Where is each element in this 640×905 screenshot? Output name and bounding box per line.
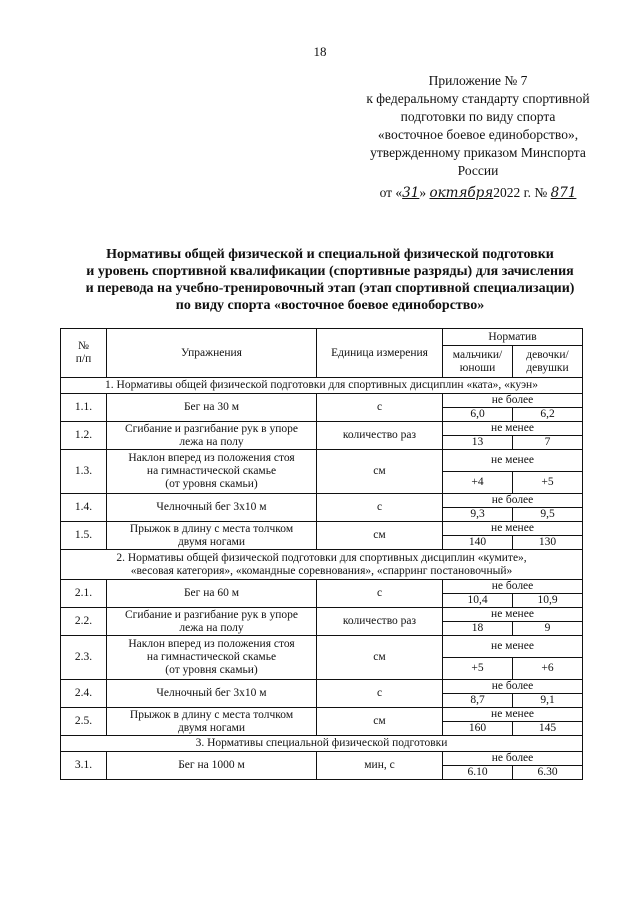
exercise-cell <box>107 752 317 780</box>
row-number: 2.2. <box>61 608 107 636</box>
header-girls: девочки/ девушки <box>513 346 583 378</box>
norm-condition: не менее <box>443 522 583 536</box>
girls-value: +6 <box>513 658 583 680</box>
unit-cell: см <box>317 522 443 550</box>
appendix-line: России <box>457 163 499 178</box>
exercise-line: на гимнастической скамье <box>146 465 277 477</box>
table-row <box>61 580 583 594</box>
row-number: 1.3. <box>61 450 107 494</box>
norm-condition: не менее <box>443 422 583 436</box>
title-line: по виду спорта «восточное боевое единоборство» <box>175 298 485 313</box>
exercise-cell <box>107 680 317 708</box>
norm-condition: не более <box>443 680 583 694</box>
boys-value: +5 <box>443 658 513 680</box>
unit-cell: мин, с <box>317 752 443 780</box>
exercise-cell <box>107 580 317 608</box>
exercise-cell <box>107 394 317 422</box>
table-row <box>61 608 583 622</box>
table-row <box>61 494 583 508</box>
exercise-line: Бег на 1000 м <box>178 759 245 771</box>
title-line: и уровень спортивной квалификации (спортивные разряды) для зачисления <box>86 264 574 279</box>
boys-value: 6,0 <box>443 408 513 422</box>
exercise-cell <box>107 494 317 522</box>
unit-cell: с <box>317 680 443 708</box>
unit-cell: см <box>317 450 443 494</box>
exercise-line: Сгибание и разгибание рук в упоре <box>125 608 298 621</box>
boys-value: 140 <box>443 536 513 550</box>
norm-condition: не менее <box>443 450 583 472</box>
exercise-cell <box>107 522 317 550</box>
page-number: 18 <box>313 44 327 59</box>
boys-value: 18 <box>443 622 513 636</box>
exercise-line: Челночный бег 3х10 м <box>156 687 267 699</box>
exercise-cell <box>107 608 317 636</box>
document-title <box>40 246 620 314</box>
exercise-line: Прыжок в длину с места толчком <box>129 708 294 721</box>
section-header-line: 1. Нормативы общей физической подготовки для спортивных дисциплин «ката», «куэн» <box>105 379 538 391</box>
norm-condition: не более <box>443 580 583 594</box>
girls-value: 9,5 <box>513 508 583 522</box>
exercise-line: (от уровня скамьи) <box>165 478 258 490</box>
table-row <box>61 752 583 766</box>
header-number: № п/п <box>61 329 107 378</box>
section-header-line: «весовая категория», «командные соревнования», «спарринг постановочный» <box>130 564 513 577</box>
section-header-row <box>61 550 583 580</box>
girls-value: +5 <box>513 472 583 494</box>
exercise-line: двумя ногами <box>177 535 246 548</box>
exercise-cell <box>107 708 317 736</box>
exercise-line: на гимнастической скамье <box>146 651 277 663</box>
girls-value: 145 <box>513 722 583 736</box>
header-boys: мальчики/ юноши <box>443 346 513 378</box>
girls-value: 7 <box>513 436 583 450</box>
unit-cell: см <box>317 708 443 736</box>
table-row <box>61 394 583 408</box>
exercise-line: Сгибание и разгибание рук в упоре <box>125 422 298 435</box>
exercise-cell <box>107 422 317 450</box>
row-number: 1.2. <box>61 422 107 450</box>
unit-cell: с <box>317 580 443 608</box>
girls-value: 130 <box>513 536 583 550</box>
order-month: октября <box>429 185 494 201</box>
appendix-line: к федеральному стандарту спортивной <box>366 91 590 106</box>
table-row <box>61 522 583 536</box>
norms-table <box>60 328 583 780</box>
exercise-line: лежа на полу <box>179 621 244 634</box>
order-number: 871 <box>550 185 577 201</box>
norm-condition: не менее <box>443 708 583 722</box>
exercise-cell <box>107 636 317 680</box>
unit-cell: см <box>317 636 443 680</box>
norm-condition: не менее <box>443 608 583 622</box>
table-row <box>61 450 583 472</box>
table-row <box>61 636 583 658</box>
unit-cell: количество раз <box>317 608 443 636</box>
boys-value: +4 <box>443 472 513 494</box>
header-exercise: Упражнения <box>107 329 317 378</box>
table-row <box>61 708 583 722</box>
boys-value: 13 <box>443 436 513 450</box>
row-number: 1.4. <box>61 494 107 522</box>
boys-value: 10,4 <box>443 594 513 608</box>
header-norm: Норматив <box>443 329 583 346</box>
exercise-line: двумя ногами <box>177 721 246 734</box>
boys-value: 9,3 <box>443 508 513 522</box>
section-header-line: 2. Нормативы общей физической подготовки для спортивных дисциплин «кумите», <box>116 551 527 564</box>
exercise-line: Челночный бег 3х10 м <box>156 501 267 513</box>
row-number: 2.3. <box>61 636 107 680</box>
row-number: 2.5. <box>61 708 107 736</box>
boys-value: 6.10 <box>443 766 513 780</box>
exercise-line: Бег на 30 м <box>183 401 240 413</box>
row-number: 2.4. <box>61 680 107 708</box>
norm-condition: не менее <box>443 636 583 658</box>
exercise-line: (от уровня скамьи) <box>165 664 258 676</box>
header-unit: Единица измерения <box>317 329 443 378</box>
girls-value: 9,1 <box>513 694 583 708</box>
date-prefix: от « <box>379 185 403 200</box>
appendix-line: утвержденному приказом Минспорта <box>370 145 586 160</box>
unit-cell: количество раз <box>317 422 443 450</box>
appendix-line: подготовки по виду спорта <box>400 109 556 124</box>
boys-value: 160 <box>443 722 513 736</box>
exercise-line: Наклон вперед из положения стоя <box>128 638 295 650</box>
unit-cell: с <box>317 494 443 522</box>
section-header-row <box>61 736 583 752</box>
exercise-line: Наклон вперед из положения стоя <box>128 452 295 464</box>
exercise-cell <box>107 450 317 494</box>
table-row <box>61 422 583 436</box>
exercise-line: Бег на 60 м <box>183 587 240 599</box>
norm-condition: не более <box>443 494 583 508</box>
row-number: 1.5. <box>61 522 107 550</box>
exercise-line: лежа на полу <box>179 435 244 448</box>
boys-value: 8,7 <box>443 694 513 708</box>
section-header <box>61 378 583 394</box>
unit-cell: с <box>317 394 443 422</box>
order-day: 31 <box>402 185 420 201</box>
row-number: 3.1. <box>61 752 107 780</box>
title-line: и перевода на учебно-тренировочный этап (этап спортивной специализации) <box>85 281 575 296</box>
appendix-block <box>330 72 626 202</box>
order-year: 2022 г. № <box>493 185 548 200</box>
title-line: Нормативы общей физической и специальной физической подготовки <box>106 247 554 262</box>
girls-value: 6.30 <box>513 766 583 780</box>
girls-value: 6,2 <box>513 408 583 422</box>
section-header-line: 3. Нормативы специальной физической подготовки <box>195 737 448 749</box>
exercise-line: Прыжок в длину с места толчком <box>129 522 294 535</box>
norm-condition: не более <box>443 752 583 766</box>
row-number: 1.1. <box>61 394 107 422</box>
order-date-line <box>330 184 626 202</box>
appendix-line: Приложение № 7 <box>428 73 528 88</box>
norm-condition: не более <box>443 394 583 408</box>
date-close-quote: » <box>419 185 427 200</box>
table-row <box>61 680 583 694</box>
girls-value: 9 <box>513 622 583 636</box>
section-header <box>61 736 583 752</box>
section-header <box>61 550 583 580</box>
section-header-row <box>61 378 583 394</box>
row-number: 2.1. <box>61 580 107 608</box>
girls-value: 10,9 <box>513 594 583 608</box>
appendix-line: «восточное боевое единоборство», <box>377 127 579 142</box>
